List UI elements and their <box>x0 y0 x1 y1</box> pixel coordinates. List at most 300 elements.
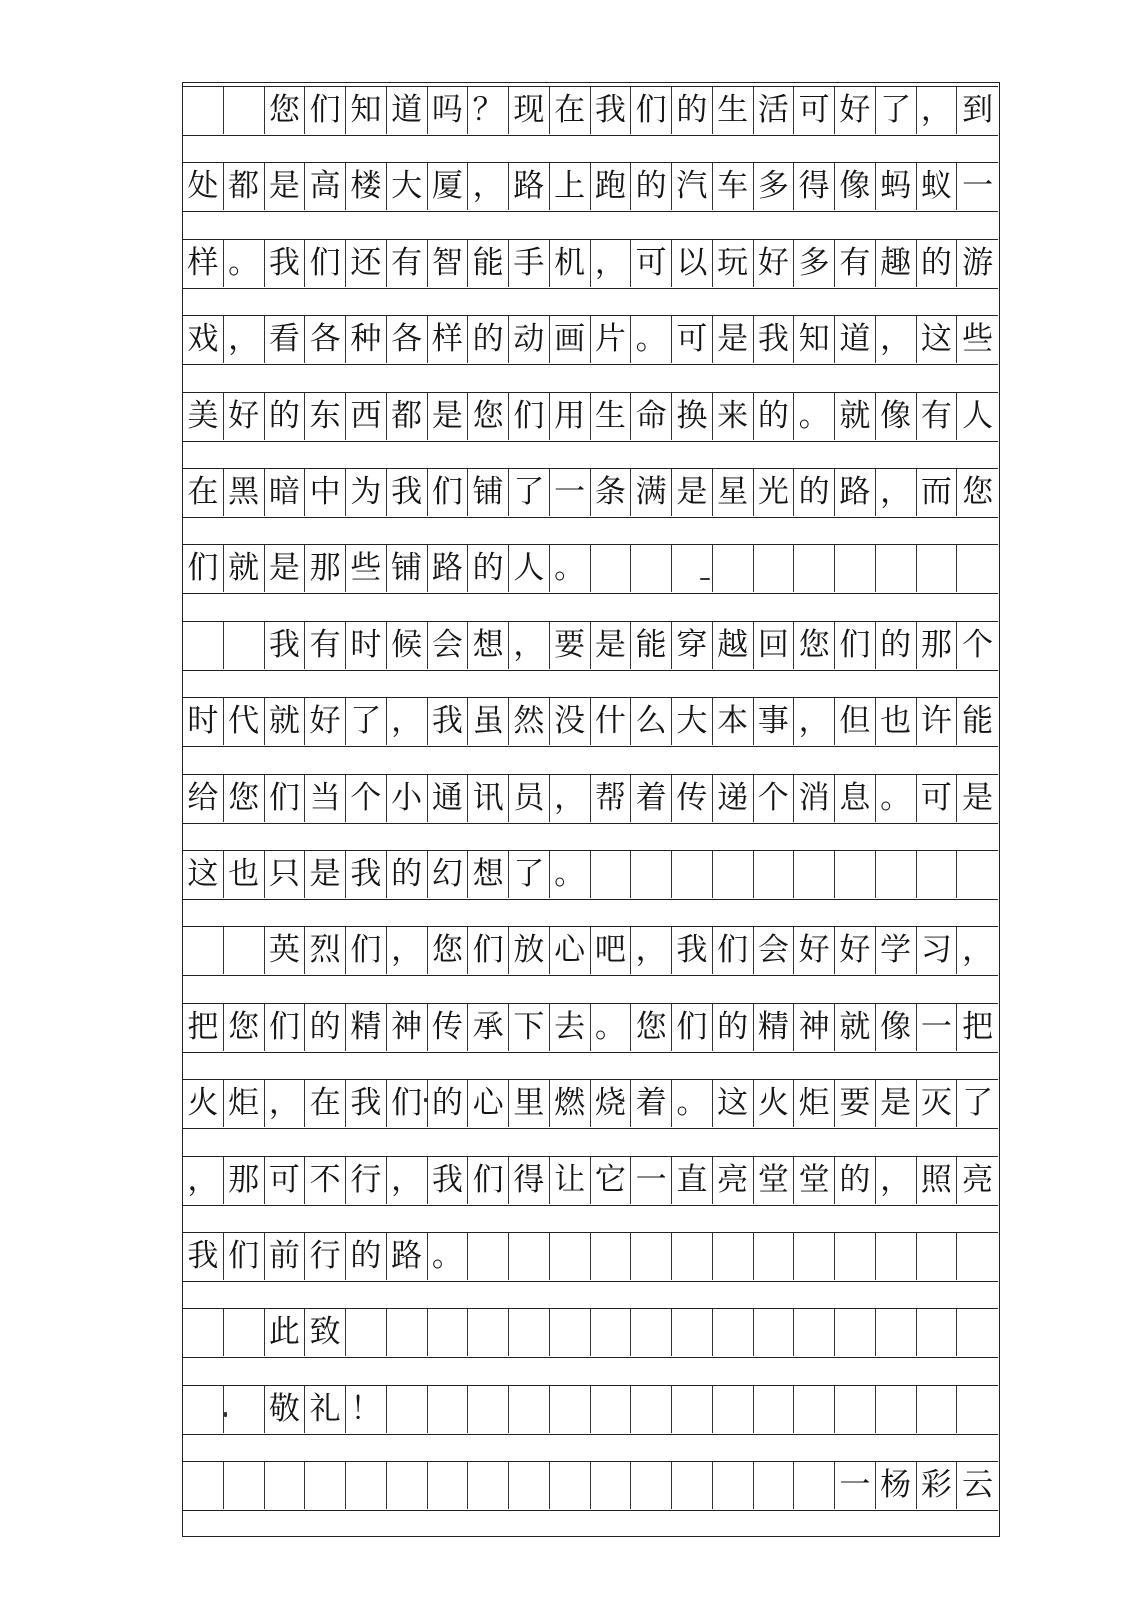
grid-cell-char: 汽 <box>672 163 713 210</box>
grid-cell-char: 敬 <box>265 1386 306 1433</box>
grid-row <box>183 926 998 976</box>
grid-cell-char: 大 <box>387 163 428 210</box>
grid-cell <box>346 1309 387 1356</box>
grid-cell <box>876 545 917 592</box>
grid-cell-char: 换 <box>672 393 713 440</box>
grid-cell-char: 的 <box>387 851 428 898</box>
grid-cell-char: 吗 <box>428 87 469 134</box>
grid-cell-char: 烈 <box>305 927 346 974</box>
grid-cell-char: 的 <box>468 545 509 592</box>
grid-cell-char: 火 <box>754 1080 795 1127</box>
grid-cell-char: 代 <box>224 698 265 745</box>
grid-cell-char: 然 <box>509 698 550 745</box>
grid-cell-char: 的 <box>754 393 795 440</box>
grid-cell-char: ， <box>591 240 632 287</box>
grid-cell <box>876 851 917 898</box>
grid-cell-char: 照 <box>917 1157 958 1204</box>
grid-cell-char: 亮 <box>713 1157 754 1204</box>
grid-cell-char: 活 <box>754 87 795 134</box>
grid-cell-char: 那 <box>224 1157 265 1204</box>
grid-cell-char: 什 <box>591 698 632 745</box>
grid-cell <box>224 1309 265 1356</box>
grid-cell-char: 彩 <box>917 1462 958 1509</box>
grid-cell-char: 把 <box>962 1008 994 1045</box>
grid-cell <box>957 1309 998 1356</box>
grid-cell-char: 们 <box>183 545 224 592</box>
grid-cell-char: 像 <box>876 393 917 440</box>
grid-cell-char: 的 <box>631 163 672 210</box>
grid-cell <box>835 1386 876 1433</box>
grid-cell <box>794 1386 835 1433</box>
grid-cell-char: 得 <box>794 163 835 210</box>
grid-cell-char: 为 <box>346 469 387 516</box>
grid-cell-char: 们 <box>305 87 346 134</box>
grid-cell <box>224 1462 265 1509</box>
grid-cell-char: 处 <box>183 163 224 210</box>
grid-cell <box>672 1386 713 1433</box>
grid-cell-char: 杨 <box>876 1462 917 1509</box>
grid-cell-char: 的 <box>794 469 835 516</box>
grid-cell-char: 就 <box>835 393 876 440</box>
grid-cell-char: 跑 <box>591 163 632 210</box>
grid-cell-char: 知 <box>794 316 835 363</box>
grid-cell-char: 我 <box>346 1080 387 1127</box>
grid-cell-char: 心 <box>550 927 591 974</box>
grid-cell-char: 到 <box>962 92 994 128</box>
grid-cell-char: 承 <box>468 1004 509 1051</box>
grid-row <box>183 1461 998 1511</box>
grid-row <box>183 697 998 747</box>
grid-cell-char: 也 <box>876 698 917 745</box>
grid-cell-char: 现 <box>509 87 550 134</box>
grid-cell-char: 事 <box>754 698 795 745</box>
grid-cell <box>957 1386 998 1433</box>
grid-cell <box>672 545 713 592</box>
grid-cell-char: 您 <box>631 1004 672 1051</box>
grid-cell-char: ， <box>265 1080 306 1127</box>
grid-cell <box>387 1386 428 1433</box>
grid-cell-char: 火 <box>183 1080 224 1127</box>
grid-cell-char: 么 <box>631 698 672 745</box>
grid-cell-char: 可 <box>672 316 713 363</box>
grid-cell <box>754 1233 795 1280</box>
grid-cell <box>835 851 876 898</box>
grid-cell-char: 您 <box>962 474 994 510</box>
grid-cell-char: 了 <box>962 1085 994 1122</box>
grid-cell-char: 以 <box>672 240 713 287</box>
grid-cell-char: 黑 <box>224 469 265 516</box>
grid-cell-char: 我 <box>672 927 713 974</box>
grid-cell-char: 一 <box>550 469 591 516</box>
grid-cell <box>428 1386 469 1433</box>
grid-cell-char: 行 <box>346 1157 387 1204</box>
grid-cell <box>957 851 998 898</box>
grid-cell-char: 们 <box>428 469 469 516</box>
grid-cell-char: 本 <box>713 698 754 745</box>
grid-cell-char: 了 <box>346 698 387 745</box>
grid-cell-char: 有 <box>305 622 346 669</box>
grid-cell <box>591 1233 632 1280</box>
grid-row <box>183 86 998 136</box>
grid-cell-char: 一 <box>835 1462 876 1509</box>
grid-cell-char: 我 <box>591 87 632 134</box>
grid-cell-char: 礼 <box>305 1386 346 1433</box>
grid-cell <box>876 1233 917 1280</box>
grid-row <box>183 1156 998 1206</box>
grid-cell-char: 看 <box>265 316 306 363</box>
grid-cell-char: 们 <box>713 927 754 974</box>
grid-cell-char: 直 <box>672 1157 713 1204</box>
grid-cell-char: 机 <box>550 240 591 287</box>
grid-cell-char: 的 <box>876 622 917 669</box>
grid-cell-char: 可 <box>794 87 835 134</box>
grid-cell-char: 个 <box>962 626 994 663</box>
grid-cell-char: 高 <box>305 163 346 210</box>
grid-cell <box>509 1309 550 1356</box>
grid-cell <box>754 1386 795 1433</box>
grid-cell <box>224 927 265 974</box>
grid-cell-char: 能 <box>631 622 672 669</box>
grid-cell-char: 人 <box>962 397 994 434</box>
grid-cell-char: 们 <box>387 1080 428 1127</box>
grid-cell <box>550 1233 591 1280</box>
grid-cell-char: 的 <box>305 1004 346 1051</box>
grid-cell-char: 会 <box>428 622 469 669</box>
grid-cell-char: 可 <box>631 240 672 287</box>
grid-cell <box>835 1309 876 1356</box>
grid-cell-char: 许 <box>917 698 958 745</box>
grid-cell-char: 玩 <box>713 240 754 287</box>
grid-cell-char: 们 <box>346 927 387 974</box>
grid-cell-char: 游 <box>962 244 994 281</box>
grid-cell-char: 。 <box>550 851 591 898</box>
grid-cell <box>509 1386 550 1433</box>
grid-cell <box>183 927 224 974</box>
grid-cell <box>305 1462 346 1509</box>
grid-cell-char: 炬 <box>794 1080 835 1127</box>
grid-cell-char: 堂 <box>794 1157 835 1204</box>
grid-cell <box>631 545 672 592</box>
grid-cell-char: 们 <box>468 1157 509 1204</box>
grid-cell-char: 有 <box>835 240 876 287</box>
grid-cell <box>468 1462 509 1509</box>
grid-cell-char: 我 <box>754 316 795 363</box>
grid-cell <box>754 1462 795 1509</box>
grid-cell <box>468 1386 509 1433</box>
grid-cell-char: 消 <box>794 775 835 822</box>
grid-cell-char: 息 <box>835 775 876 822</box>
grid-cell-char: 大 <box>672 698 713 745</box>
grid-cell-char: 要 <box>550 622 591 669</box>
grid-cell <box>387 1309 428 1356</box>
grid-cell-char: 讯 <box>468 775 509 822</box>
grid-cell-char: 人 <box>509 545 550 592</box>
grid-cell-char: 好 <box>754 240 795 287</box>
grid-cell <box>428 1462 469 1509</box>
grid-cell-char: 致 <box>305 1309 346 1356</box>
grid-cell <box>917 545 958 592</box>
grid-cell-char: 样 <box>183 240 224 287</box>
grid-cell-char: 神 <box>387 1004 428 1051</box>
grid-cell-char: 道 <box>835 316 876 363</box>
grid-cell-char: 的 <box>346 1233 387 1280</box>
grid-cell-char: ， <box>550 775 591 822</box>
ink-speck <box>424 1098 428 1102</box>
grid-cell-char: 们 <box>265 775 306 822</box>
grid-cell-char: 生 <box>713 87 754 134</box>
grid-cell <box>835 1233 876 1280</box>
grid-cell-char: 车 <box>713 163 754 210</box>
grid-cell-char: 们 <box>672 1004 713 1051</box>
grid-cell <box>631 851 672 898</box>
grid-cell-char: 没 <box>550 698 591 745</box>
grid-cell-char: 英 <box>265 927 306 974</box>
grid-cell <box>265 1462 306 1509</box>
grid-cell-char: 精 <box>754 1004 795 1051</box>
grid-cell-char: 是 <box>876 1080 917 1127</box>
grid-cell-char: 但 <box>835 698 876 745</box>
grid-cell-char: 给 <box>183 775 224 822</box>
grid-cell <box>672 1309 713 1356</box>
grid-cell-char: 满 <box>631 469 672 516</box>
grid-cell-char: 光 <box>754 469 795 516</box>
grid-cell-char: 下 <box>509 1004 550 1051</box>
grid-cell-char: 多 <box>794 240 835 287</box>
grid-cell-char: 亮 <box>962 1161 994 1198</box>
grid-cell-char: 我 <box>265 240 306 287</box>
grid-cell-char: 厦 <box>428 163 469 210</box>
grid-cell-char: 的 <box>428 1080 469 1127</box>
grid-cell <box>224 1386 265 1433</box>
grid-cell <box>591 1309 632 1356</box>
grid-cell <box>794 1233 835 1280</box>
grid-cell-char: 。 <box>428 1233 469 1280</box>
grid-cell-char: 各 <box>305 316 346 363</box>
grid-cell-char: 我 <box>265 622 306 669</box>
grid-cell <box>754 851 795 898</box>
grid-cell-char: 好 <box>224 393 265 440</box>
grid-cell <box>183 1386 224 1433</box>
grid-cell-char: 戏 <box>183 316 224 363</box>
grid-cell-char: 们 <box>468 927 509 974</box>
grid-row <box>183 1308 998 1358</box>
grid-cell <box>713 1386 754 1433</box>
grid-cell-char: 样 <box>428 316 469 363</box>
grid-cell-char: 帮 <box>591 775 632 822</box>
grid-cell-char: 小 <box>387 775 428 822</box>
grid-cell-char: 些 <box>962 321 994 358</box>
grid-cell-char: 燃 <box>550 1080 591 1127</box>
grid-cell-char: 美 <box>183 393 224 440</box>
grid-cell <box>183 1309 224 1356</box>
grid-cell-char: 是 <box>591 622 632 669</box>
grid-cell <box>591 1386 632 1433</box>
grid-cell-char: ， <box>917 87 958 134</box>
grid-cell-char: 在 <box>305 1080 346 1127</box>
grid-cell-char: 神 <box>794 1004 835 1051</box>
grid-cell-char: 上 <box>550 163 591 210</box>
grid-cell <box>509 1233 550 1280</box>
grid-cell <box>957 1233 998 1280</box>
grid-cell <box>672 1462 713 1509</box>
grid-cell-char: 就 <box>265 698 306 745</box>
grid-cell-char: 是 <box>713 316 754 363</box>
grid-cell-char: 都 <box>387 393 428 440</box>
grid-cell-char: 云 <box>962 1467 994 1504</box>
grid-cell-char: 画 <box>550 316 591 363</box>
grid-cell-char: 西 <box>346 393 387 440</box>
grid-cell-char: ， <box>962 932 994 969</box>
grid-row <box>183 1232 998 1282</box>
grid-cell <box>550 1386 591 1433</box>
grid-cell <box>713 1462 754 1509</box>
grid-cell-char: 回 <box>754 622 795 669</box>
grid-cell-char: 的 <box>835 1157 876 1204</box>
grid-cell <box>794 545 835 592</box>
grid-cell <box>835 545 876 592</box>
grid-cell-char: 那 <box>305 545 346 592</box>
grid-cell-char: 了 <box>509 469 550 516</box>
grid-cell <box>591 1462 632 1509</box>
grid-cell-char: 了 <box>876 87 917 134</box>
grid-cell <box>794 1309 835 1356</box>
grid-cell-char: 的 <box>713 1004 754 1051</box>
grid-cell-char: 着 <box>631 1080 672 1127</box>
ink-speck <box>224 1412 227 1417</box>
grid-cell-char: 也 <box>224 851 265 898</box>
grid-cell-char: 各 <box>387 316 428 363</box>
grid-cell-char: 吧 <box>591 927 632 974</box>
grid-cell-char: 好 <box>305 698 346 745</box>
grid-cell-char: 我 <box>428 1157 469 1204</box>
grid-cell-char: 是 <box>962 779 994 816</box>
grid-cell-char: 而 <box>917 469 958 516</box>
grid-cell-char: 个 <box>754 775 795 822</box>
grid-cell-char: 是 <box>265 545 306 592</box>
grid-cell-char: 堂 <box>754 1157 795 1204</box>
grid-cell <box>917 1309 958 1356</box>
grid-cell <box>224 87 265 134</box>
grid-cell-char: 炬 <box>224 1080 265 1127</box>
grid-cell-char: 越 <box>713 622 754 669</box>
grid-cell-char: 员 <box>509 775 550 822</box>
grid-cell-char: 。 <box>672 1080 713 1127</box>
grid-cell <box>957 545 998 592</box>
grid-cell-char: 用 <box>550 393 591 440</box>
grid-cell-char: 让 <box>550 1157 591 1204</box>
grid-cell-char: 命 <box>631 393 672 440</box>
grid-cell-char: 的 <box>917 240 958 287</box>
grid-cell-char: 一 <box>631 1157 672 1204</box>
grid-cell <box>672 1233 713 1280</box>
grid-cell-char: 学 <box>876 927 917 974</box>
grid-cell-char: 我 <box>183 1233 224 1280</box>
grid-cell-char: 道 <box>387 87 428 134</box>
grid-cell-char: 来 <box>713 393 754 440</box>
grid-cell-char: 这 <box>713 1080 754 1127</box>
grid-row <box>183 850 998 900</box>
grid-cell-char: ， <box>876 1157 917 1204</box>
grid-cell <box>591 851 632 898</box>
grid-cell-char: ， <box>387 698 428 745</box>
grid-cell <box>631 1233 672 1280</box>
grid-cell-char: ， <box>224 316 265 363</box>
grid-cell-char: 好 <box>835 927 876 974</box>
grid-cell-char: 传 <box>672 775 713 822</box>
grid-cell-char: 不 <box>305 1157 346 1204</box>
grid-cell-char: 种 <box>346 316 387 363</box>
grid-cell-char: ！ <box>346 1386 387 1433</box>
grid-cell-char: 心 <box>468 1080 509 1127</box>
grid-cell-char: 那 <box>917 622 958 669</box>
grid-cell <box>224 622 265 669</box>
grid-cell-char: 里 <box>509 1080 550 1127</box>
grid-cell-char: 可 <box>265 1157 306 1204</box>
grid-cell-char: 路 <box>387 1233 428 1280</box>
grid-cell-char: 路 <box>509 163 550 210</box>
grid-cell-char: 在 <box>550 87 591 134</box>
grid-row <box>183 239 998 289</box>
grid-cell-char: 有 <box>387 240 428 287</box>
grid-cell-char: 是 <box>672 469 713 516</box>
grid-cell <box>631 1386 672 1433</box>
composition-grid-paper <box>182 82 1000 1537</box>
grid-row <box>183 1003 998 1053</box>
grid-cell-char: 路 <box>428 545 469 592</box>
grid-cell-char: 要 <box>835 1080 876 1127</box>
grid-cell-char: 传 <box>428 1004 469 1051</box>
grid-cell <box>468 1309 509 1356</box>
grid-cell <box>917 1233 958 1280</box>
grid-cell-char: 幻 <box>428 851 469 898</box>
grid-cell <box>713 1233 754 1280</box>
grid-cell-char: 好 <box>835 87 876 134</box>
grid-cell <box>713 545 754 592</box>
grid-cell-char: 放 <box>509 927 550 974</box>
grid-cell-char: 一 <box>962 168 994 205</box>
grid-cell-char: 们 <box>265 1004 306 1051</box>
grid-cell-char: 些 <box>346 545 387 592</box>
grid-row <box>183 162 998 212</box>
grid-row <box>183 1385 998 1435</box>
grid-cell <box>183 622 224 669</box>
grid-cell <box>468 1233 509 1280</box>
grid-cell-char: 好 <box>794 927 835 974</box>
grid-row <box>183 544 998 594</box>
grid-cell-char: 时 <box>346 622 387 669</box>
grid-cell-char: 去 <box>550 1004 591 1051</box>
grid-cell-char: 多 <box>754 163 795 210</box>
grid-cell-char: 。 <box>591 1004 632 1051</box>
grid-cell-char: ， <box>631 927 672 974</box>
grid-cell-char: ， <box>509 622 550 669</box>
grid-cell-char: 可 <box>917 775 958 822</box>
grid-cell-char: 灭 <box>917 1080 958 1127</box>
grid-cell <box>631 1309 672 1356</box>
grid-cell-char: 会 <box>754 927 795 974</box>
grid-cell <box>917 851 958 898</box>
grid-cell-char: 行 <box>305 1233 346 1280</box>
grid-cell-char: ， <box>387 927 428 974</box>
grid-cell-char: 们 <box>631 87 672 134</box>
grid-cell-char: 铺 <box>387 545 428 592</box>
grid-cell-char: 递 <box>713 775 754 822</box>
grid-cell-char: 它 <box>591 1157 632 1204</box>
grid-cell <box>917 1386 958 1433</box>
grid-cell-char: 。 <box>550 545 591 592</box>
grid-cell <box>631 1462 672 1509</box>
grid-cell-char: ， <box>183 1157 224 1204</box>
